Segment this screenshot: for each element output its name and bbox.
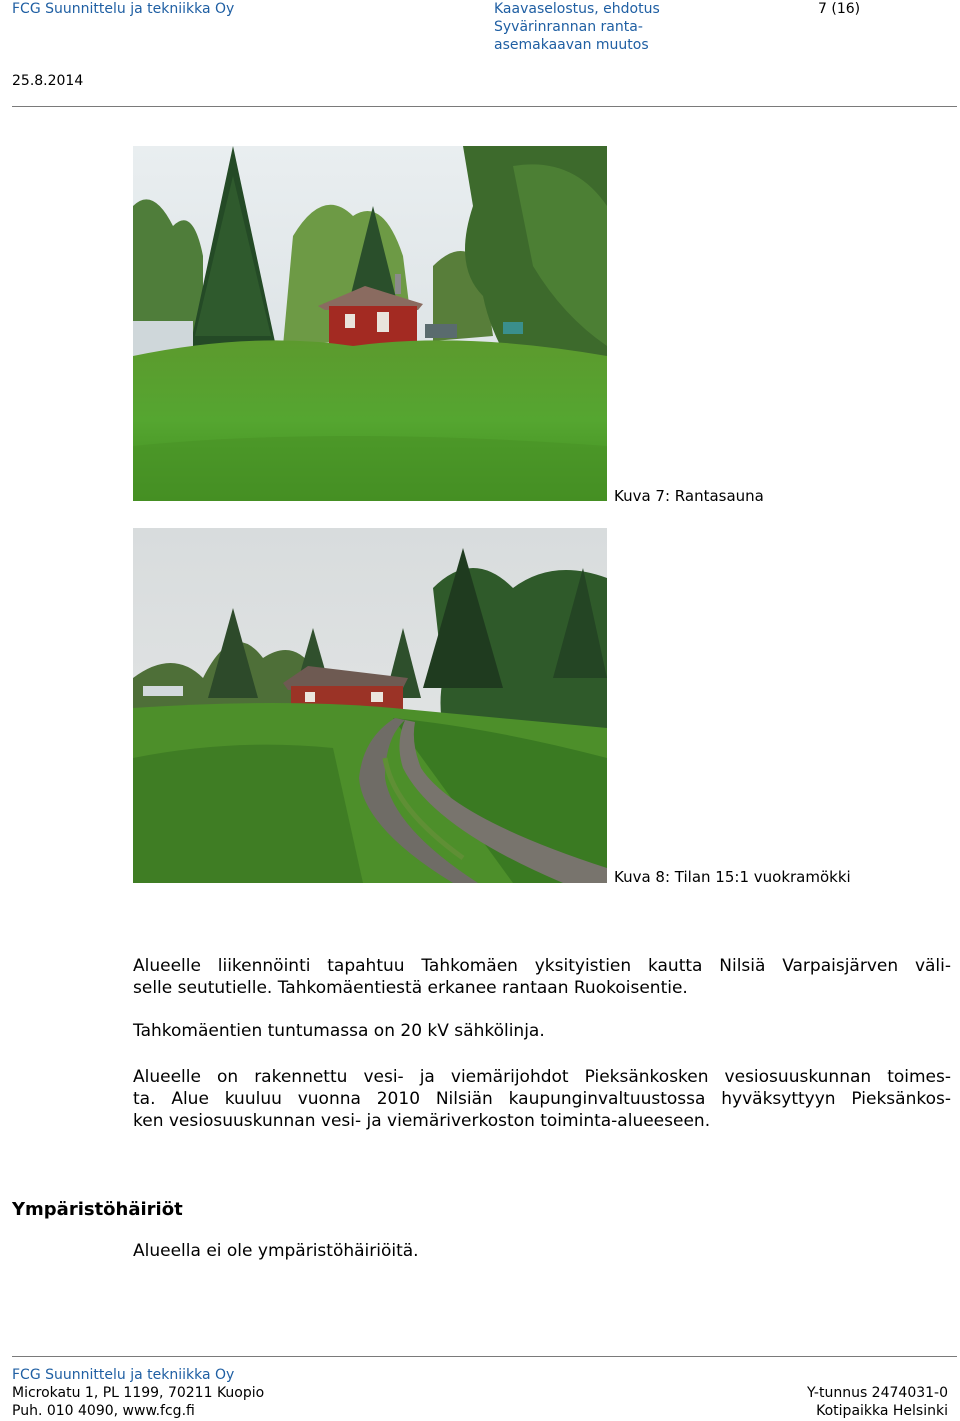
figure-7-caption: Kuva 7: Rantasauna — [614, 487, 764, 505]
footer-phone-web: Puh. 010 4090, www.fcg.fi — [12, 1403, 195, 1419]
footer-company: FCG Suunnittelu ja tekniikka Oy — [12, 1367, 235, 1383]
header-plan-name-line2: asemakaavan muutos — [494, 37, 649, 53]
paragraph-water-supply-line2: ta. Alue kuuluu vuonna 2010 Nilsiän kaupunginvaltuustossa hyväksyttyyn Pieksänkos- — [133, 1089, 951, 1109]
header-date: 25.8.2014 — [12, 73, 84, 89]
section-text: Alueella ei ole ympäristöhäiriöitä. — [133, 1241, 419, 1261]
figure-8-caption: Kuva 8: Tilan 15:1 vuokramökki — [614, 868, 851, 886]
paragraph-water-supply-line3: ken vesiosuuskunnan vesi- ja viemäriverkoston toiminta-alueeseen. — [133, 1111, 711, 1131]
footer-divider — [12, 1356, 957, 1357]
paragraph-traffic-line1: Alueelle liikennöinti tapahtuu Tahkomäen yksityistien kautta Nilsiä Varpaisjärven väli- — [133, 956, 951, 976]
header-plan-name-line1: Syvärinrannan ranta- — [494, 19, 643, 35]
footer-business-id: Y-tunnus 2474031-0 — [807, 1385, 948, 1401]
cottage-photo — [133, 528, 607, 883]
paragraph-power-line-text: Tahkomäentien tuntumassa on 20 kV sähkölinja. — [133, 1021, 545, 1041]
paragraph-power-line — [133, 1020, 951, 1042]
header-page-number: 7 (16) — [818, 1, 861, 17]
footer-domicile: Kotipaikka Helsinki — [816, 1403, 948, 1419]
section-title: Ympäristöhäiriöt — [12, 1199, 183, 1220]
header-divider — [12, 106, 957, 107]
header-company: FCG Suunnittelu ja tekniikka Oy — [12, 1, 235, 17]
header-doc-type: Kaavaselostus, ehdotus — [494, 1, 660, 17]
paragraph-water-supply — [133, 1066, 951, 1132]
paragraph-traffic-line2: selle seututielle. Tahkomäentiestä erkanee rantaan Ruokoisentie. — [133, 978, 688, 998]
footer-address: Microkatu 1, PL 1199, 70211 Kuopio — [12, 1385, 265, 1401]
paragraph-traffic — [133, 955, 951, 999]
sauna-photo — [133, 146, 607, 501]
paragraph-water-supply-line1: Alueelle on rakennettu vesi- ja viemärijohdot Pieksänkosken vesiosuuskunnan toimes- — [133, 1067, 951, 1087]
